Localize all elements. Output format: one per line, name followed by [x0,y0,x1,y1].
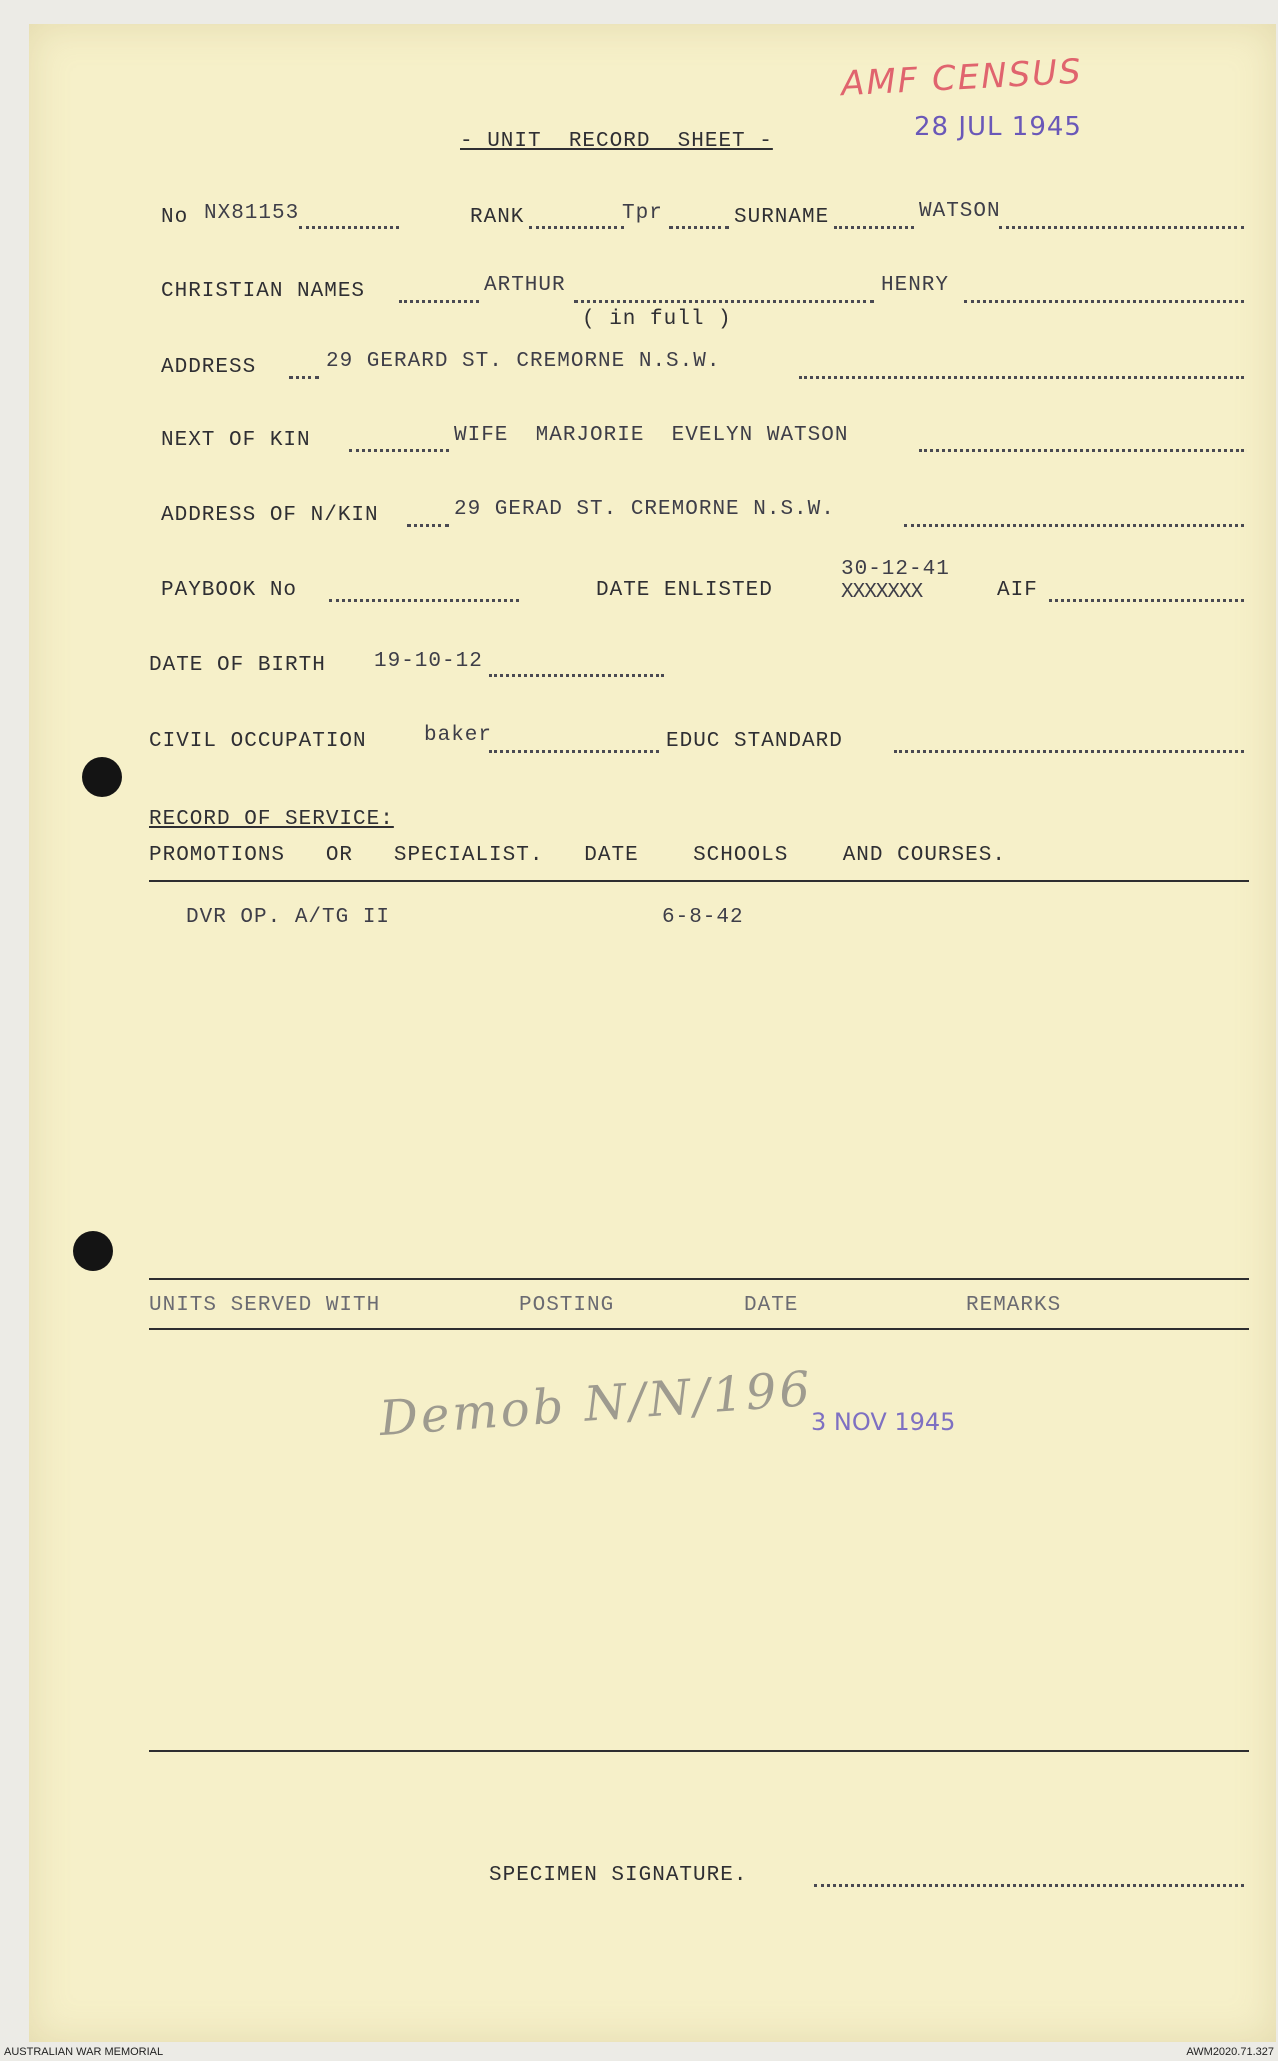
posting-header: POSTING [519,1294,615,1317]
service-entry-item: DVR OP. A/TG II [186,906,391,929]
christian-dots-b [574,300,874,303]
specimen-signature-label: SPECIMEN SIGNATURE. [489,1864,748,1887]
rank-label: RANK [470,206,525,229]
paybook-label: PAYBOOK No [161,579,298,602]
paybook-dots [329,599,519,602]
amf-census-stamp: AMF CENSUS [840,51,1084,105]
record-of-service-heading: RECORD OF SERVICE: [149,808,394,831]
record-sheet [29,24,1276,2042]
remarks-header: REMARKS [966,1294,1062,1317]
surname-dots-b [999,226,1244,229]
address-value: 29 GERARD ST. CREMORNE N.S.W. [326,350,721,373]
surname-dots-a [834,226,914,229]
units-header-rule [149,1328,1249,1330]
nok-dots-b [919,449,1244,452]
civil-occupation-label: CIVIL OCCUPATION [149,730,367,753]
address-nok-label: ADDRESS OF N/KIN [161,504,379,527]
christian-dots-c [964,300,1244,303]
date-header: DATE [744,1294,799,1317]
footer-credit: AUSTRALIAN WAR MEMORIAL [4,2046,164,2058]
date-enlisted-label: DATE ENLISTED [596,579,773,602]
date-enlisted-value: 30-12-41 [841,558,950,581]
civil-occupation-value: baker [424,724,493,747]
address-nok-value: 29 GERAD ST. CREMORNE N.S.W. [454,498,835,521]
surname-value: WATSON [919,200,1001,223]
page-title: - UNIT RECORD SHEET - [460,130,773,153]
service-entry-date: 6-8-42 [662,906,744,929]
next-of-kin-label: NEXT OF KIN [161,429,311,452]
aif-label: AIF [997,579,1038,602]
address-label: ADDRESS [161,356,257,379]
date-of-birth-value: 19-10-12 [374,650,483,673]
footer-accession-number: AWM2020.71.327 [1186,2046,1274,2058]
address-dots-b [799,376,1244,379]
no-label: No [161,206,189,229]
rank-dots-a [529,226,624,229]
rank-value: Tpr [622,202,663,225]
aif-dots [1049,599,1244,602]
units-bottom-rule [149,1750,1249,1752]
demob-date-stamp: 3 NOV 1945 [811,1408,956,1436]
nok-dots-a [349,449,449,452]
in-full-note: ( in full ) [582,308,732,331]
handwritten-demob-note: Demob N/N/196 [377,1360,815,1448]
service-column-headers: PROMOTIONS OR SPECIALIST. DATE SCHOOLS AND COURSES. [149,844,1006,867]
address-dots-a [289,376,319,379]
dob-dots [489,674,664,677]
units-served-with-header: UNITS SERVED WITH [149,1294,381,1317]
first-name-value: ARTHUR [484,274,566,297]
punch-hole-bottom [73,1231,113,1271]
educ-dots [894,750,1244,753]
service-header-rule [149,880,1249,882]
address-nok-dots-b [904,524,1244,527]
no-value: NX81153 [204,202,300,225]
signature-dots [814,1884,1244,1887]
second-name-value: HENRY [881,274,950,297]
date-of-birth-label: DATE OF BIRTH [149,654,326,677]
christian-names-label: CHRISTIAN NAMES [161,280,366,303]
educ-standard-label: EDUC STANDARD [666,730,843,753]
christian-dots-a [399,300,479,303]
punch-hole-top [82,757,122,797]
received-date-stamp: 28 JUL 1945 [914,112,1082,142]
struck-through-value: XXXXXXX [841,581,923,604]
surname-label: SURNAME [734,206,830,229]
next-of-kin-value: WIFE MARJORIE EVELYN WATSON [454,424,849,447]
units-top-rule [149,1278,1249,1280]
occupation-dots [489,750,659,753]
no-dots [299,226,399,229]
rank-dots-b [669,226,729,229]
address-nok-dots-a [407,524,449,527]
